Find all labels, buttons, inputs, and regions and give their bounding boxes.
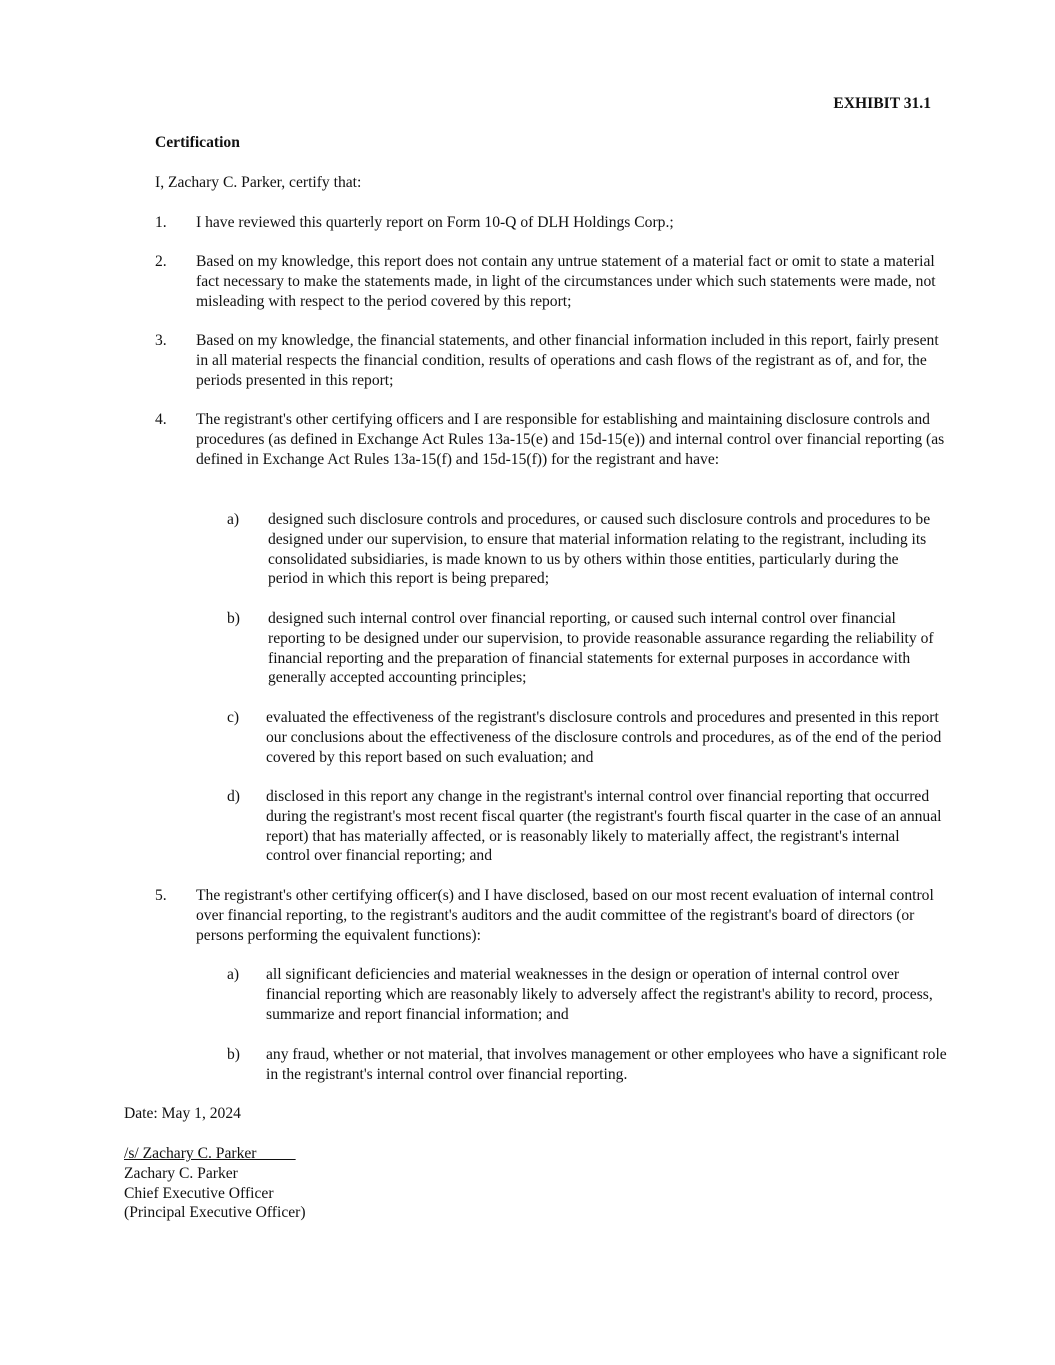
item-text: Based on my knowledge, this report does not contain any untrue statement of a material fact or omit to state a material fact necessary to make the statements made, in light of the circumstances under which such statements were made, not misleading with respect to the period covered by this report;	[196, 253, 936, 310]
item-number: 3.	[155, 332, 167, 349]
sub-item-letter: b)	[227, 1046, 240, 1063]
signature-date: Date: May 1, 2024	[124, 1105, 241, 1122]
sub-item-letter: a)	[227, 511, 240, 528]
sub-list-item	[227, 787, 947, 866]
sub-item-letter: d)	[227, 788, 240, 805]
list-item	[155, 331, 945, 390]
sub-item-text: designed such disclosure controls and procedures, or caused such disclosure controls and procedures to be designed under our supervision, to ensure that material information relating to the registrant, including its consolidated subsidiaries, is made known to us by others within those entities, particularly during the period in which this report is being prepared;	[268, 511, 931, 588]
document-title: Certification	[155, 134, 240, 151]
sub-list-item	[227, 708, 947, 767]
sub-item-text: any fraud, whether or not material, that involves management or other employees who have a significant role in the registrant's internal control over financial reporting.	[266, 1046, 947, 1083]
signature: /s/ Zachary C. Parker_____	[124, 1145, 296, 1162]
sub-item-text: all significant deficiencies and material weaknesses in the design or operation of internal control over financial reporting which are reasonably likely to adversely affect the registrant's ability to record, process, summarize and report financial information; and	[266, 966, 933, 1023]
sub-item-text: evaluated the effectiveness of the registrant's disclosure controls and procedures and presented in this report our conclusions about the effectiveness of the disclosure controls and procedures, as of the end of the period covered by this report based on such evaluation; and	[266, 709, 942, 766]
item-number: 1.	[155, 214, 167, 231]
list-item	[155, 410, 945, 469]
intro-statement: I, Zachary C. Parker, certify that:	[155, 174, 362, 191]
item-number: 2.	[155, 253, 167, 270]
sub-list-item	[227, 1045, 947, 1085]
signer-role: (Principal Executive Officer)	[124, 1204, 306, 1222]
item-text: I have reviewed this quarterly report on Form 10-Q of DLH Holdings Corp.;	[196, 214, 674, 231]
item-text: Based on my knowledge, the financial statements, and other financial information included in this report, fairly present in all material respects the financial condition, results of operations and cash flows of the registrant as of, and for, the periods presented in this report;	[196, 332, 939, 389]
item-text: The registrant's other certifying officer(s) and I have disclosed, based on our most recent evaluation of internal control over financial reporting, to the registrant's auditors and the audit committee of the registrant's board of directors (or persons performing the equivalent functions):	[196, 887, 934, 944]
sub-list-item	[227, 609, 942, 688]
item-number: 5.	[155, 887, 167, 904]
sub-item-letter: a)	[227, 966, 240, 983]
sub-item-text: disclosed in this report any change in the registrant's internal control over financial reporting that occurred during the registrant's most recent fiscal quarter (the registrant's fourth fiscal quarter in the case of an annual report) that has materially affected, or is reasonably likely to materially affect, the registrant's internal control over financial reporting; and	[266, 788, 942, 865]
item-text: The registrant's other certifying officers and I are responsible for establishing and maintaining disclosure controls and procedures (as defined in Exchange Act Rules 13a-15(e) and 15d-15(e)) and internal control over financial reporting (as defined in Exchange Act Rules 13a-15(f) and 15d-15(f)) for the registrant and have:	[196, 411, 945, 468]
signature-block	[124, 1144, 306, 1223]
sub-item-letter: b)	[227, 610, 240, 627]
list-item	[155, 213, 945, 233]
list-item	[155, 886, 955, 945]
signer-title: Chief Executive Officer	[124, 1184, 274, 1202]
sub-list-item	[227, 965, 947, 1024]
exhibit-label: EXHIBIT 31.1	[833, 95, 931, 112]
list-item	[155, 252, 945, 311]
sub-item-letter: c)	[227, 709, 240, 726]
sub-list-item	[227, 510, 942, 589]
signer-name: Zachary C. Parker	[124, 1164, 238, 1182]
item-number: 4.	[155, 411, 167, 428]
sub-item-text: designed such internal control over financial reporting, or caused such internal control over financial reporting to be designed under our supervision, to provide reasonable assurance regarding the reliability of financial reporting and the preparation of financial statements for external purposes in accordance with generally accepted accounting principles;	[268, 610, 934, 687]
